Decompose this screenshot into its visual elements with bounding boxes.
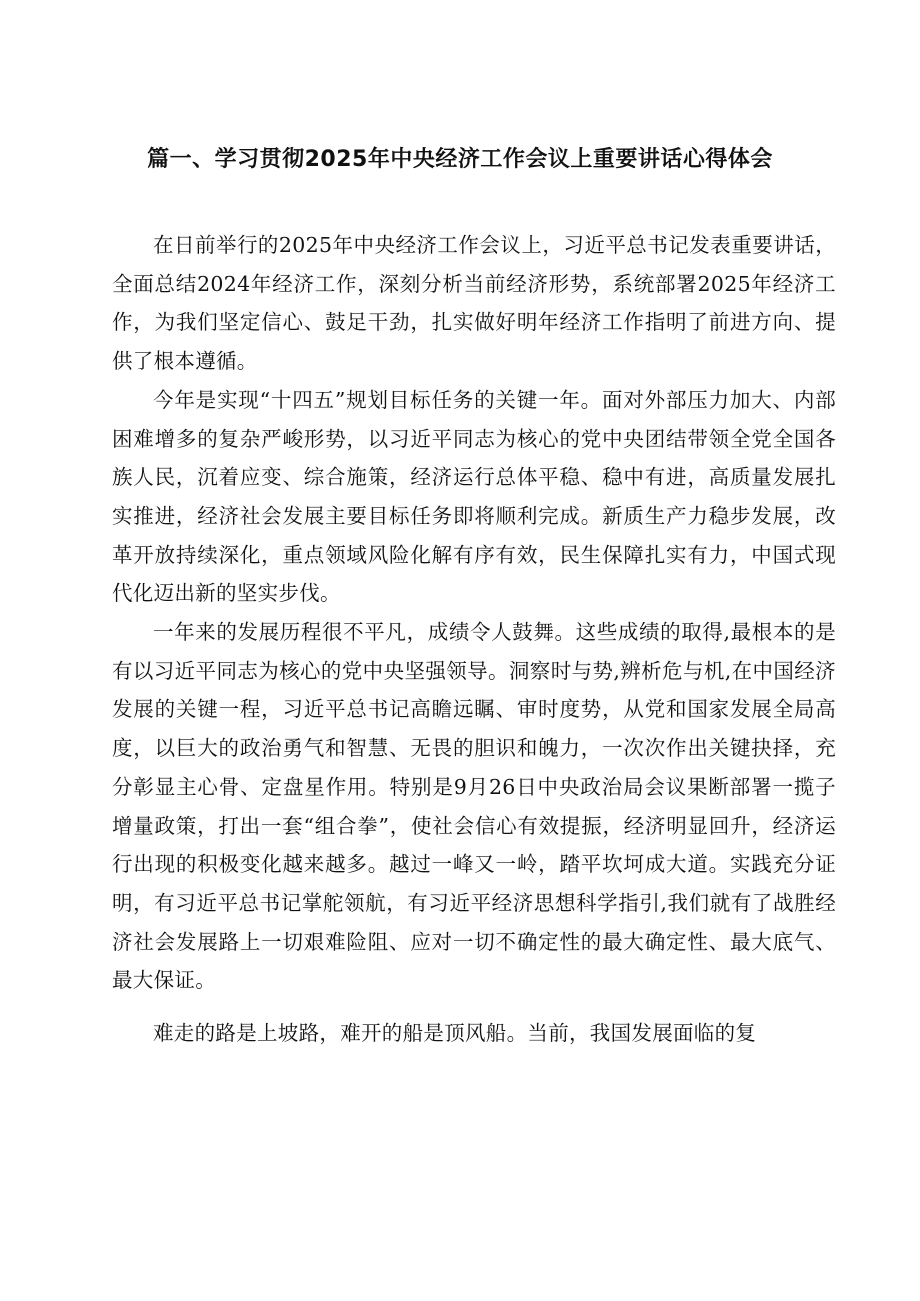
paragraph-2: 今年是实现“十四五”规划目标任务的关键一年。面对外部压力加大、内部困难增多的复杂严峻形势，以习近平同志为核心的党中央团结带领全党全国各族人民，沉着应变、综合施策，经济运行总体平稳、稳中有进，高质量发展扎实推进，经济社会发展主要目标任务即将顺利完成。新质生产力稳步发展，改革开放持续深化，重点领域风险化解有序有效，民生保障扎实有力，中国式现代化迈出新的坚实步伐。 xyxy=(112,387,836,606)
paragraph-1: 在日前举行的2025年中央经济工作会议上，习近平总书记发表重要讲话，全面总结2024年经济工作，深刻分析当前经济形势，系统部署2025年经济工作，为我们坚定信心、鼓足干劲，扎实做好明年经济工作指明了前进方向、提供了根本遵循。 xyxy=(112,233,836,374)
document-title: 篇一、学习贯彻2025年中央经济工作会议上重要讲话心得体会 xyxy=(147,147,773,172)
paragraph-4: 难走的路是上坡路，难开的船是顶风船。当前，我国发展面临的复 xyxy=(153,1021,757,1046)
paragraph-3: 一年来的发展历程很不平凡，成绩令人鼓舞。这些成绩的取得,最根本的是有以习近平同志为核心的党中央坚强领导。洞察时与势,辨析危与机,在中国经济发展的关键一程，习近平总书记高瞻远瞩、审时度势，从党和国家发展全局高度，以巨大的政治勇气和智慧、无畏的胆识和魄力，一次次作出关键抉择，充分彰显主心骨、定盘星作用。特别是9月26日中央政治局会议果断部署一揽子增量政策，打出一套“组合拳”，使社会信心有效提振，经济明显回升，经济运行出现的积极变化越来越多。越过一峰又一岭，踏平坎坷成大道。实践充分证明，有习近平总书记掌舵领航，有习近平经济思想科学指引,我们就有了战胜经济社会发展路上一切艰难险阻、应对一切不确定性的最大确定性、最大底气、最大保证。 xyxy=(112,620,836,993)
document-body xyxy=(112,226,836,1053)
